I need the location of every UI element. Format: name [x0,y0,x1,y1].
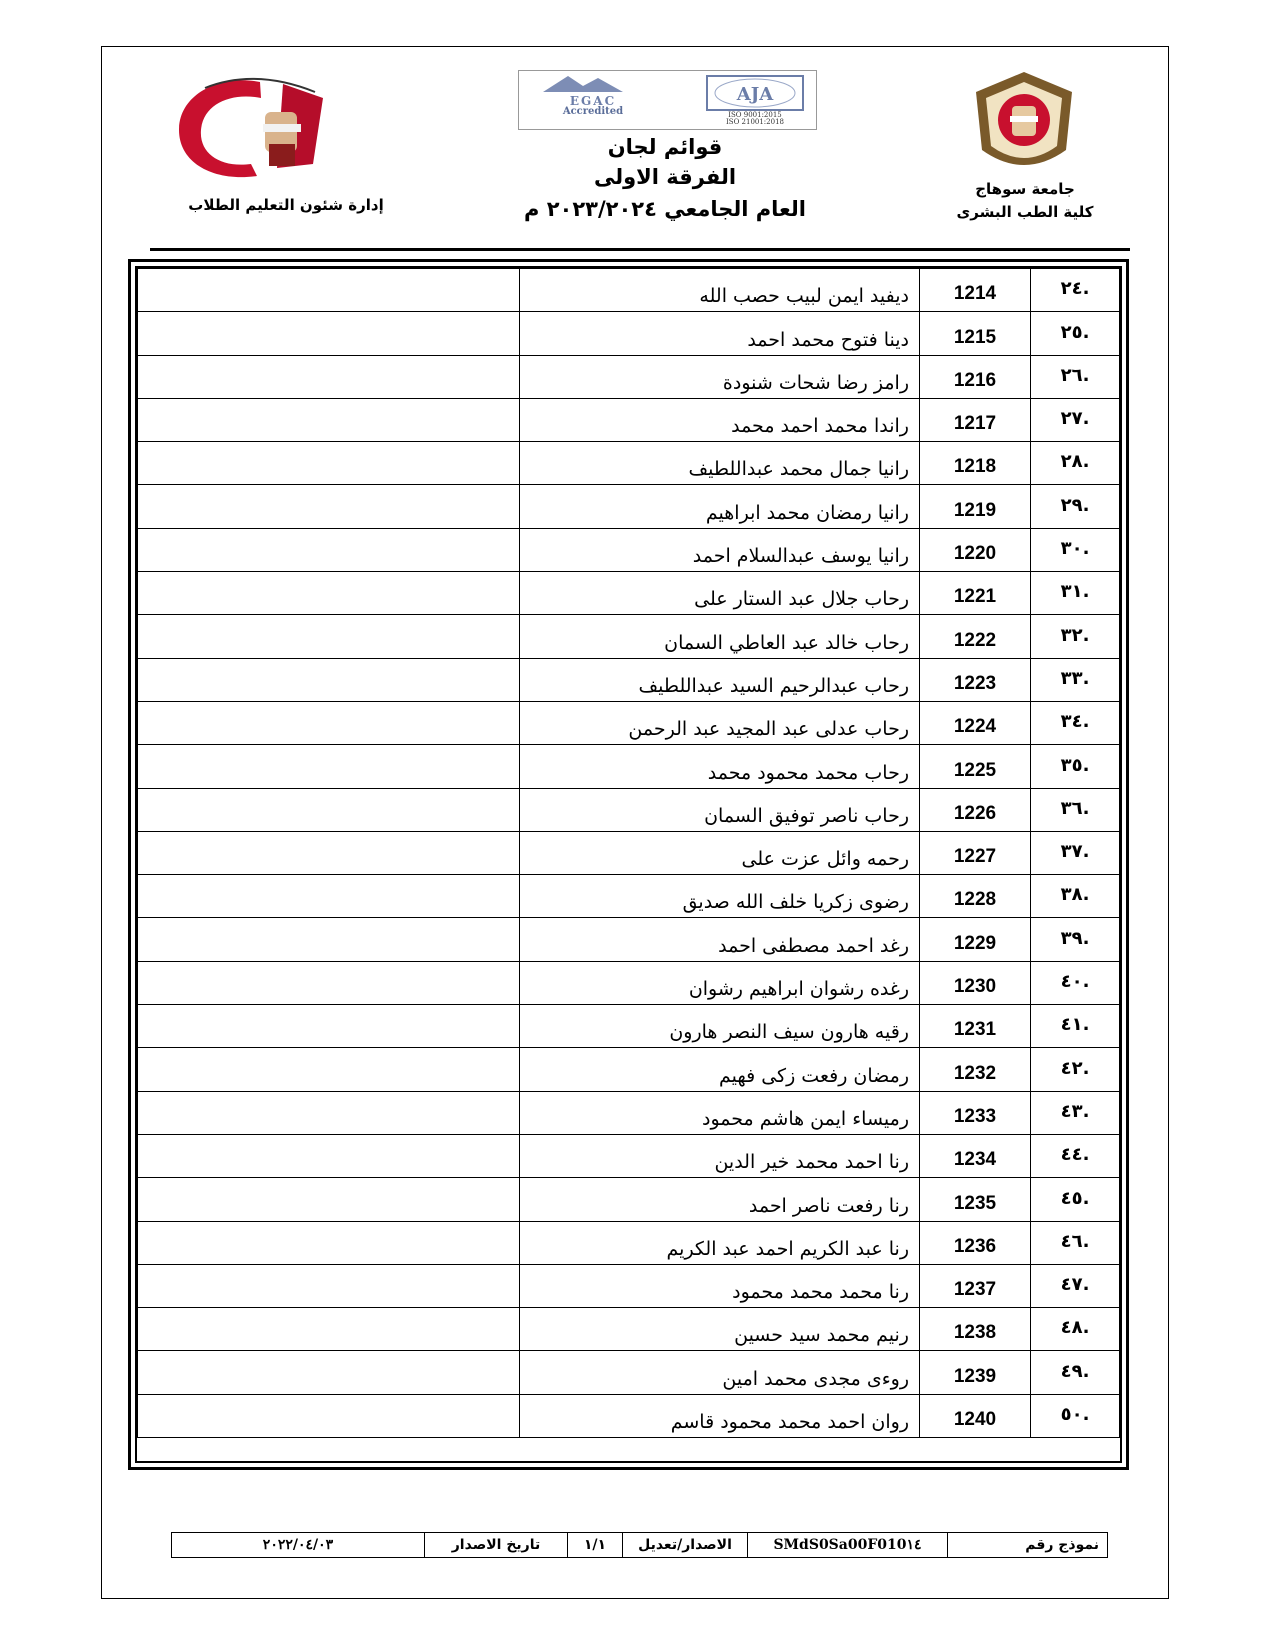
table-row [138,788,1120,831]
table-row [138,442,1120,485]
university-seal [972,70,1076,182]
row-index: .٣٤ [1031,701,1120,744]
document-title: قوائم لجان [607,135,723,159]
blank-cell [138,1091,520,1134]
row-index: .٣٣ [1031,658,1120,701]
table-row [138,485,1120,528]
committee-table-body [138,269,1120,1438]
blank-cell [138,1134,520,1177]
row-index: .٣٨ [1031,875,1120,918]
row-index: .٤٤ [1031,1134,1120,1177]
document-title-block [500,132,830,226]
student-code: 1226 [920,788,1031,831]
table-row [138,528,1120,571]
student-name: رغد احمد مصطفى احمد [520,918,920,961]
student-name: رقيه هارون سيف النصر هارون [520,1005,920,1048]
table-row [138,1005,1120,1048]
student-code: 1219 [920,485,1031,528]
student-name: رحمه وائل عزت على [520,831,920,874]
student-name: روان احمد محمد محمود قاسم [520,1394,920,1437]
university-name: جامعة سوهاج [975,180,1075,198]
student-code: 1239 [920,1351,1031,1394]
table-row [138,615,1120,658]
student-code: 1230 [920,961,1031,1004]
student-code: 1234 [920,1134,1031,1177]
student-name: رضوى زكريا خلف الله صديق [520,875,920,918]
row-index: .٢٨ [1031,442,1120,485]
student-name: رحاب جلال عبد الستار على [520,572,920,615]
table-row [138,1178,1120,1221]
student-code: 1215 [920,312,1031,355]
row-index: .٣١ [1031,572,1120,615]
row-index: .٢٤ [1031,269,1120,312]
blank-cell [138,528,520,571]
student-code: 1217 [920,398,1031,441]
student-code: 1214 [920,269,1031,312]
blank-cell [138,745,520,788]
student-code: 1228 [920,875,1031,918]
row-index: .٢٩ [1031,485,1120,528]
faculty-logo [165,68,340,186]
student-name: رميساء ايمن هاشم محمود [520,1091,920,1134]
student-name: روءى مجدى محمد امين [520,1351,920,1394]
blank-cell [138,572,520,615]
student-code: 1229 [920,918,1031,961]
student-code: 1231 [920,1005,1031,1048]
student-code: 1216 [920,355,1031,398]
blank-cell [138,875,520,918]
table-row [138,312,1120,355]
table-row [138,875,1120,918]
blank-cell [138,615,520,658]
row-index: .٣٠ [1031,528,1120,571]
department-label: إدارة شئون التعليم الطلاب [188,196,384,214]
student-name: ديفيد ايمن لبيب حصب الله [520,269,920,312]
form-number-label: نموذج رقم [947,1533,1107,1557]
blank-cell [138,355,520,398]
iso-9001-label: ISO 9001:2015 [728,111,782,119]
aja-iso-labels [699,112,811,126]
row-index: .٢٦ [1031,355,1120,398]
academic-level: الفرقة الاولى [593,165,737,189]
table-row [138,1308,1120,1351]
committee-table-inner-frame [135,266,1122,1463]
row-index: .٤٠ [1031,961,1120,1004]
table-row [138,1264,1120,1307]
student-code: 1237 [920,1264,1031,1307]
blank-cell [138,1351,520,1394]
row-index: .٤٨ [1031,1308,1120,1351]
row-index: .٢٧ [1031,398,1120,441]
student-name: رحاب خالد عبد العاطي السمان [520,615,920,658]
table-row [138,1134,1120,1177]
blank-cell [138,1005,520,1048]
blank-cell [138,1221,520,1264]
aja-certification-logo [699,74,811,126]
student-code: 1221 [920,572,1031,615]
student-name: رحاب محمد محمود محمد [520,745,920,788]
student-name: دينا فتوح محمد احمد [520,312,920,355]
row-index: .٤٧ [1031,1264,1120,1307]
committee-table-frame [128,259,1129,1470]
egac-accreditation-logo [523,74,663,126]
blank-cell [138,788,520,831]
aja-label: AJA [736,84,774,105]
row-index: .٤٣ [1031,1091,1120,1134]
student-name: رنيم محمد سيد حسين [520,1308,920,1351]
student-name: رانيا يوسف عبدالسلام احمد [520,528,920,571]
student-name: رامز رضا شحات شنودة [520,355,920,398]
row-index: .٣٩ [1031,918,1120,961]
student-code: 1238 [920,1308,1031,1351]
blank-cell [138,485,520,528]
blank-cell [138,442,520,485]
blank-cell [138,1178,520,1221]
form-number-value: SMdS0Sa00F010١٤ [747,1533,947,1557]
table-row [138,1091,1120,1134]
header-divider [150,248,1130,251]
committee-table [137,268,1120,1438]
issue-date-value: ٢٠٢٢/٠٤/٠٣ [262,1537,334,1553]
table-row [138,658,1120,701]
student-name: رنا عبد الكريم احمد عبد الكريم [520,1221,920,1264]
row-index: .٤٢ [1031,1048,1120,1091]
student-name: رانيا جمال محمد عبداللطيف [520,442,920,485]
blank-cell [138,1048,520,1091]
blank-cell [138,269,520,312]
student-code: 1240 [920,1394,1031,1437]
row-index: .٥٠ [1031,1394,1120,1437]
row-index: .٣٧ [1031,831,1120,874]
blank-cell [138,658,520,701]
row-index: .٣٥ [1031,745,1120,788]
blank-cell [138,831,520,874]
student-code: 1224 [920,701,1031,744]
academic-year: العام الجامعي ٢٠٢٣/٢٠٢٤ م [524,197,806,221]
student-code: 1223 [920,658,1031,701]
table-row [138,961,1120,1004]
row-index: .٤٥ [1031,1178,1120,1221]
certification-logos [518,70,817,130]
university-block [945,178,1105,224]
table-row [138,355,1120,398]
row-index: .٤٦ [1031,1221,1120,1264]
student-name: رانيا رمضان محمد ابراهيم [520,485,920,528]
row-index: .٤١ [1031,1005,1120,1048]
blank-cell [138,1264,520,1307]
blank-cell [138,1308,520,1351]
blank-cell [138,312,520,355]
egac-label: EGAC [569,94,617,108]
table-row [138,745,1120,788]
table-row [138,1351,1120,1394]
student-code: 1236 [920,1221,1031,1264]
table-row [138,918,1120,961]
version-label: الاصدار/تعديل [622,1533,747,1557]
student-code: 1218 [920,442,1031,485]
table-row [138,269,1120,312]
table-row [138,701,1120,744]
student-code: 1220 [920,528,1031,571]
table-row [138,1394,1120,1437]
student-name: رحاب عدلى عبد المجيد عبد الرحمن [520,701,920,744]
table-row [138,1048,1120,1091]
table-row [138,1221,1120,1264]
blank-cell [138,1394,520,1437]
faculty-name: كلية الطب البشرى [956,203,1094,221]
issue-date-label: تاريخ الاصدار [424,1533,567,1557]
row-index: .٣٦ [1031,788,1120,831]
student-name: رنا احمد محمد خير الدين [520,1134,920,1177]
student-code: 1222 [920,615,1031,658]
row-index: .٢٥ [1031,312,1120,355]
student-name: رنا محمد محمد محمود [520,1264,920,1307]
student-name: رمضان رفعت زكى فهيم [520,1048,920,1091]
student-name: رحاب ناصر توفيق السمان [520,788,920,831]
student-name: راندا محمد احمد محمد [520,398,920,441]
blank-cell [138,961,520,1004]
blank-cell [138,918,520,961]
student-code: 1227 [920,831,1031,874]
student-name: رغده رشوان ابراهيم رشوان [520,961,920,1004]
version-value: ١/١ [567,1533,622,1557]
form-footer [171,1532,1108,1558]
blank-cell [138,701,520,744]
student-code: 1225 [920,745,1031,788]
student-code: 1235 [920,1178,1031,1221]
student-code: 1232 [920,1048,1031,1091]
student-name: رحاب عبدالرحيم السيد عبداللطيف [520,658,920,701]
table-row [138,831,1120,874]
egac-sub-label: Accredited [562,106,624,117]
row-index: .٤٩ [1031,1351,1120,1394]
iso-21001-label: ISO 21001:2018 [726,118,784,126]
student-name: رنا رفعت ناصر احمد [520,1178,920,1221]
blank-cell [138,398,520,441]
table-row [138,398,1120,441]
table-row [138,572,1120,615]
row-index: .٣٢ [1031,615,1120,658]
student-code: 1233 [920,1091,1031,1134]
